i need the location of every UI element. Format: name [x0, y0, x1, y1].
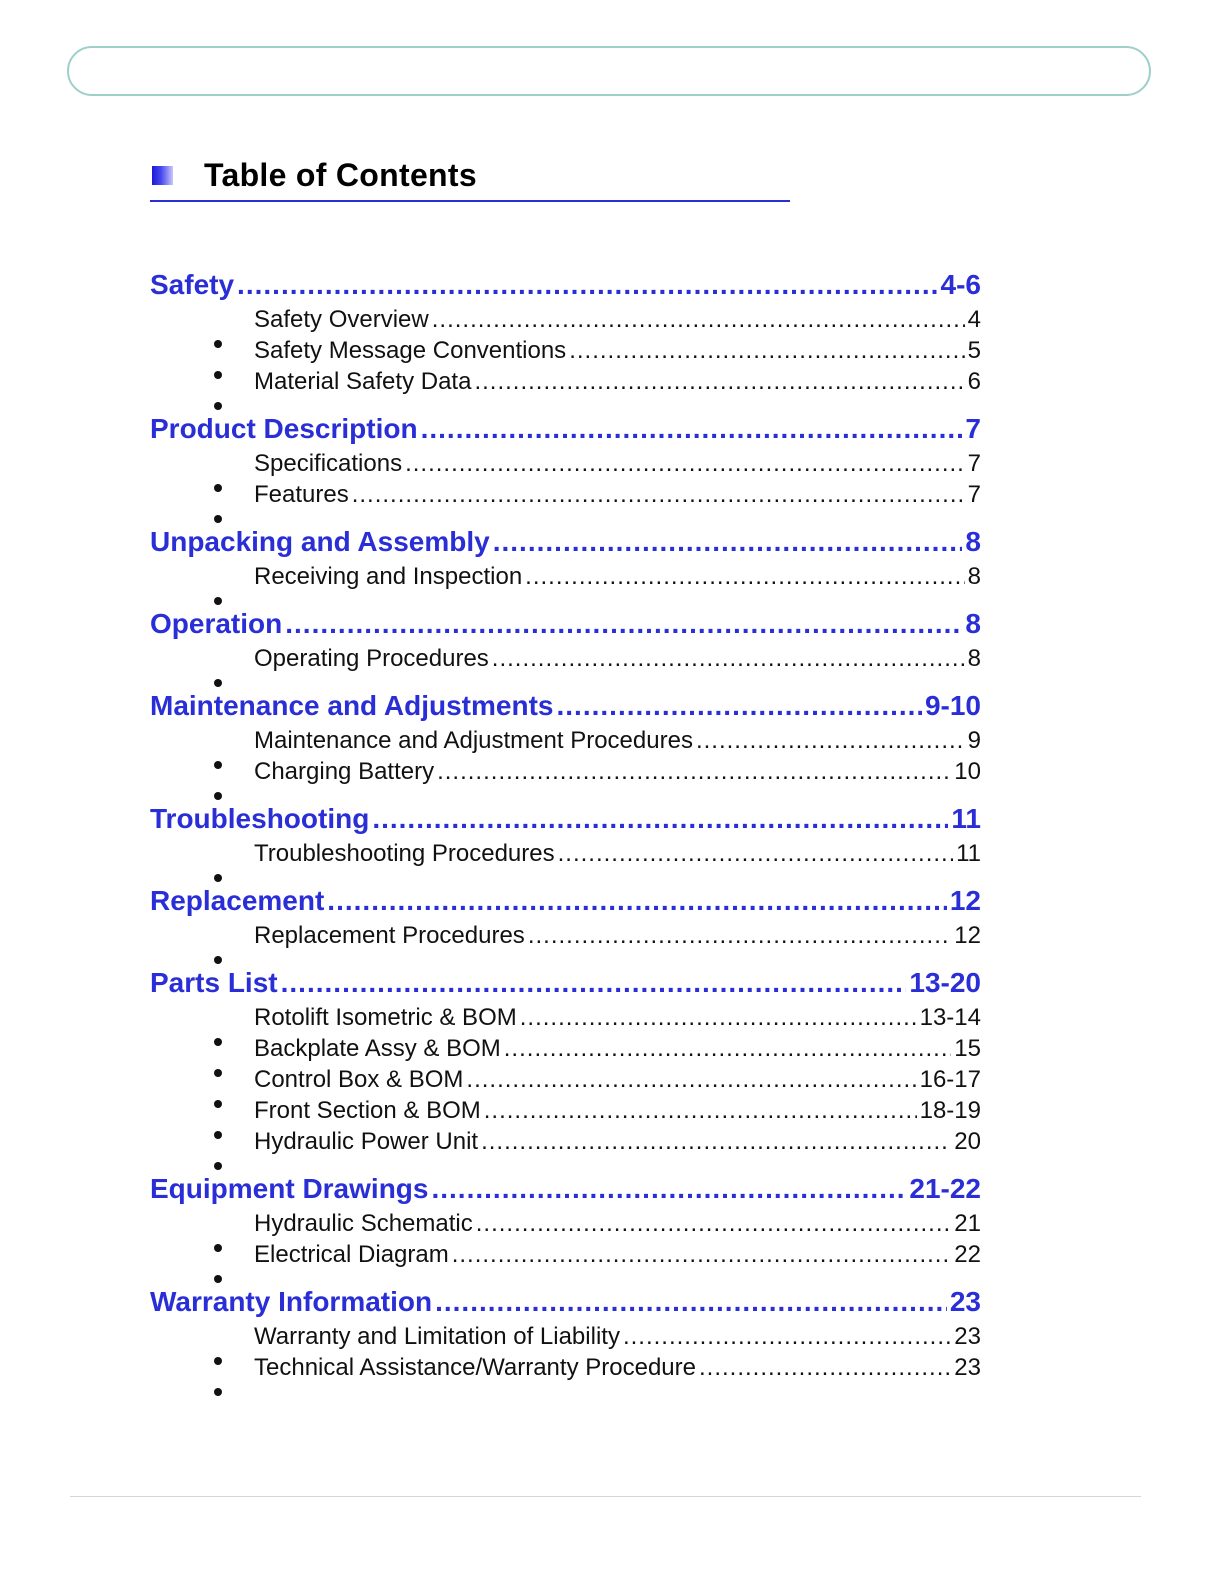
toc-section [150, 410, 981, 510]
section-page-number: 12 [949, 885, 981, 916]
toc-section-entry[interactable] [150, 1170, 981, 1208]
section-page-number: 8 [965, 608, 981, 639]
toc-section [150, 1283, 981, 1383]
section-page-number: 11 [951, 803, 981, 834]
dot-leader [237, 266, 937, 304]
item-title: Hydraulic Power Unit [254, 1128, 479, 1155]
toc-item-entry[interactable] [150, 561, 981, 592]
section-page-number: 8 [965, 526, 981, 557]
item-title: Features [254, 481, 349, 508]
item-page-number: 5 [967, 337, 981, 364]
toc-item-entry[interactable] [150, 1095, 981, 1126]
toc-section-entry[interactable] [150, 882, 981, 920]
toc-section-entry[interactable] [150, 964, 981, 1002]
item-title: Receiving and Inspection [254, 563, 523, 590]
section-page-number: 9-10 [924, 690, 981, 721]
section-title: Operation [150, 608, 283, 639]
item-page-number: 7 [967, 481, 981, 508]
toc-section-entry[interactable] [150, 800, 981, 838]
toc-item-entry[interactable] [150, 1239, 981, 1270]
dot-leader [699, 1352, 951, 1383]
dot-leader [435, 1283, 947, 1321]
item-title: Warranty and Limitation of Liability [254, 1323, 620, 1350]
dot-leader [327, 882, 947, 920]
footer-divider [70, 1496, 1141, 1497]
item-page-number: 23 [954, 1354, 981, 1381]
item-title: Hydraulic Schematic [254, 1210, 473, 1237]
toc-item-entry[interactable] [150, 1126, 981, 1157]
item-page-number: 16-17 [919, 1066, 981, 1093]
dot-leader [520, 1002, 917, 1033]
toc-section [150, 1170, 981, 1270]
dot-leader [476, 1208, 952, 1239]
item-page-number: 20 [954, 1128, 981, 1155]
item-title: Rotolift Isometric & BOM [254, 1004, 517, 1031]
section-title: Parts List [150, 967, 278, 998]
item-page-number: 8 [967, 645, 981, 672]
item-title: Technical Assistance/Warranty Procedure [254, 1354, 696, 1381]
dot-leader [528, 920, 951, 951]
toc-section [150, 964, 981, 1157]
dot-leader [484, 1095, 917, 1126]
item-page-number: 13-14 [919, 1004, 981, 1031]
item-title: Maintenance and Adjustment Procedures [254, 727, 693, 754]
dot-leader [431, 1170, 906, 1208]
item-page-number: 22 [954, 1241, 981, 1268]
toc-section [150, 800, 981, 869]
toc-item-entry[interactable] [150, 366, 981, 397]
section-title: Equipment Drawings [150, 1173, 429, 1204]
toc-section [150, 687, 981, 787]
toc-section [150, 882, 981, 951]
toc-item-entry[interactable] [150, 1352, 981, 1383]
toc-section-entry[interactable] [150, 605, 981, 643]
page-title: Table of Contents [204, 157, 477, 193]
dot-leader [569, 335, 964, 366]
section-title: Product Description [150, 413, 418, 444]
item-title: Troubleshooting Procedures [254, 840, 555, 867]
item-title: Material Safety Data [254, 368, 472, 395]
header-band [67, 46, 1151, 96]
item-title: Charging Battery [254, 758, 435, 785]
dot-leader [432, 304, 965, 335]
item-title: Specifications [254, 450, 403, 477]
toc-item-entry[interactable] [150, 1321, 981, 1352]
item-title: Electrical Diagram [254, 1241, 449, 1268]
section-title: Maintenance and Adjustments [150, 690, 554, 721]
toc-section-entry[interactable] [150, 523, 981, 561]
dot-leader [437, 756, 951, 787]
item-page-number: 23 [954, 1323, 981, 1350]
toc-item-entry[interactable] [150, 1208, 981, 1239]
dot-leader [405, 448, 965, 479]
toc-section [150, 266, 981, 397]
item-title: Safety Overview [254, 306, 429, 333]
toc-item-entry[interactable] [150, 1033, 981, 1064]
dot-leader [525, 561, 964, 592]
toc-item-entry[interactable] [150, 756, 981, 787]
toc-item-entry[interactable] [150, 725, 981, 756]
toc-item-entry[interactable] [150, 1064, 981, 1095]
section-title: Troubleshooting [150, 803, 370, 834]
section-page-number: 7 [965, 413, 981, 444]
toc-section [150, 605, 981, 674]
dot-leader [421, 410, 963, 448]
item-page-number: 15 [954, 1035, 981, 1062]
section-page-number: 21-22 [909, 1173, 981, 1204]
toc-section-entry[interactable] [150, 410, 981, 448]
item-title: Replacement Procedures [254, 922, 525, 949]
toc-section-entry[interactable] [150, 266, 981, 304]
item-page-number: 10 [954, 758, 981, 785]
toc-heading [150, 157, 790, 202]
dot-leader [281, 964, 907, 1002]
item-page-number: 9 [967, 727, 981, 754]
section-page-number: 4-6 [940, 269, 981, 300]
toc-item-entry[interactable] [150, 479, 981, 510]
dot-leader [452, 1239, 952, 1270]
toc-item-entry[interactable] [150, 335, 981, 366]
item-title: Control Box & BOM [254, 1066, 464, 1093]
dot-leader [556, 687, 921, 725]
item-page-number: 7 [967, 450, 981, 477]
toc-item-entry[interactable] [150, 1002, 981, 1033]
item-page-number: 4 [967, 306, 981, 333]
toc-item-entry[interactable] [150, 304, 981, 335]
item-page-number: 18-19 [919, 1097, 981, 1124]
table-of-contents [150, 266, 981, 1396]
item-page-number: 11 [956, 840, 981, 867]
item-title: Safety Message Conventions [254, 337, 567, 364]
item-page-number: 8 [967, 563, 981, 590]
dot-leader [696, 725, 965, 756]
toc-section [150, 523, 981, 592]
dot-leader [372, 800, 948, 838]
dot-leader [493, 523, 963, 561]
dot-leader [352, 479, 965, 510]
section-page-number: 23 [949, 1286, 981, 1317]
item-title: Front Section & BOM [254, 1097, 481, 1124]
section-title: Safety [150, 269, 235, 300]
dot-leader [285, 605, 962, 643]
toc-item-entry[interactable] [150, 448, 981, 479]
square-bullet-icon [152, 166, 173, 185]
dot-leader [504, 1033, 952, 1064]
toc-item-entry[interactable] [150, 920, 981, 951]
item-title: Backplate Assy & BOM [254, 1035, 501, 1062]
toc-section-entry[interactable] [150, 1283, 981, 1321]
dot-leader [474, 366, 964, 397]
dot-leader [558, 838, 953, 869]
toc-section-entry[interactable] [150, 687, 981, 725]
toc-item-entry[interactable] [150, 838, 981, 869]
item-page-number: 12 [954, 922, 981, 949]
item-page-number: 6 [967, 368, 981, 395]
toc-item-entry[interactable] [150, 643, 981, 674]
dot-leader [466, 1064, 916, 1095]
item-title: Operating Procedures [254, 645, 489, 672]
dot-leader [623, 1321, 951, 1352]
section-title: Replacement [150, 885, 325, 916]
section-title: Unpacking and Assembly [150, 526, 490, 557]
section-title: Warranty Information [150, 1286, 433, 1317]
item-page-number: 21 [954, 1210, 981, 1237]
section-page-number: 13-20 [909, 967, 981, 998]
dot-leader [492, 643, 965, 674]
dot-leader [481, 1126, 951, 1157]
